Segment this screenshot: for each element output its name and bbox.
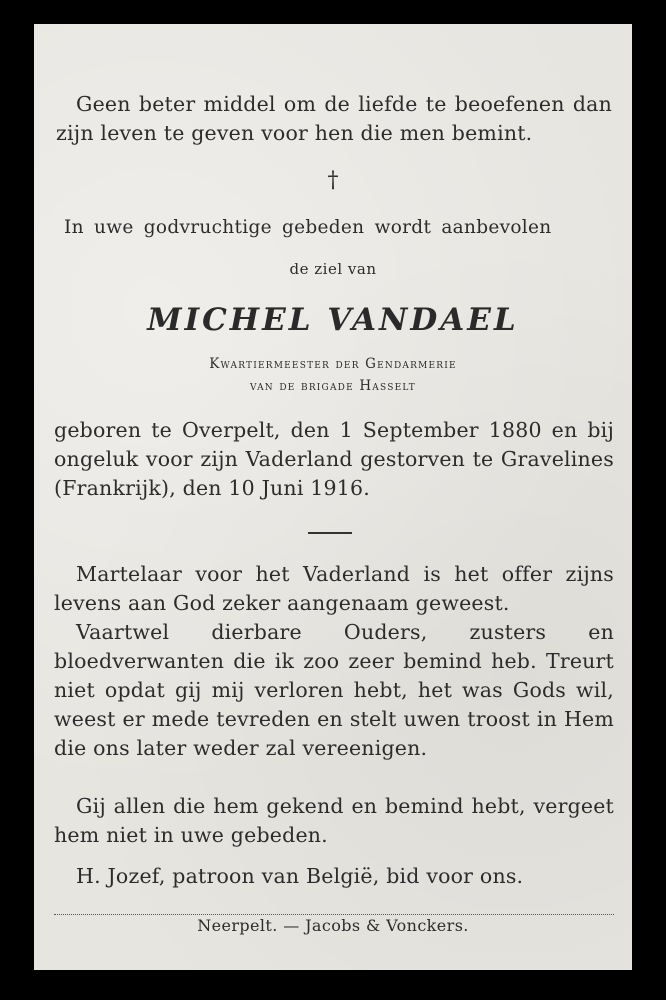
plea-text: Gij allen die hem gekend en bemind hebt, vergeet hem niet in uwe gebeden.: [54, 794, 614, 847]
rank-line-2: van de brigade Hasselt: [249, 378, 416, 394]
prayer-text: H. Jozef, patroon van België, bid voor ons.: [76, 864, 524, 888]
printer-imprint: Neerpelt. — Jacobs & Vonckers.: [197, 916, 469, 935]
commendation-line: In uwe godvruchtige gebeden wordt aanbevolen: [64, 217, 552, 238]
soul-of-line: de ziel van: [289, 260, 377, 278]
farewell-text: Vaartwel dierbare Ouders, zusters en bloedverwanten die ik zoo zeer bemind heb. Treurt niet opdat gij mij verloren hebt, het was Gods wil, weest er mede tevreden en stelt uwen troost in Hem die ons later weder zal vereenigen.: [54, 620, 614, 760]
deceased-name: MICHEL VANDAEL: [147, 302, 519, 338]
footer-rule: [54, 914, 614, 915]
memorial-card: [34, 24, 632, 970]
separator-dash: [308, 532, 352, 534]
martyr-text: Martelaar voor het Vaderland is het offer zijns levens aan God zeker aangenaam geweest.: [54, 562, 614, 615]
rank-line-1: Kwartiermeester der Gendarmerie: [209, 356, 457, 372]
cross-icon: †: [327, 168, 339, 193]
intro-quote: Geen beter middel om de liefde te beoefenen dan zijn leven te geven voor hen die men bemint.: [56, 92, 612, 145]
birth-death-text: geboren te Overpelt, den 1 September 1880 en bij ongeluk voor zijn Vaderland gestorven te Gravelines (Frankrijk), den 10 Juni 1916.: [54, 418, 614, 500]
